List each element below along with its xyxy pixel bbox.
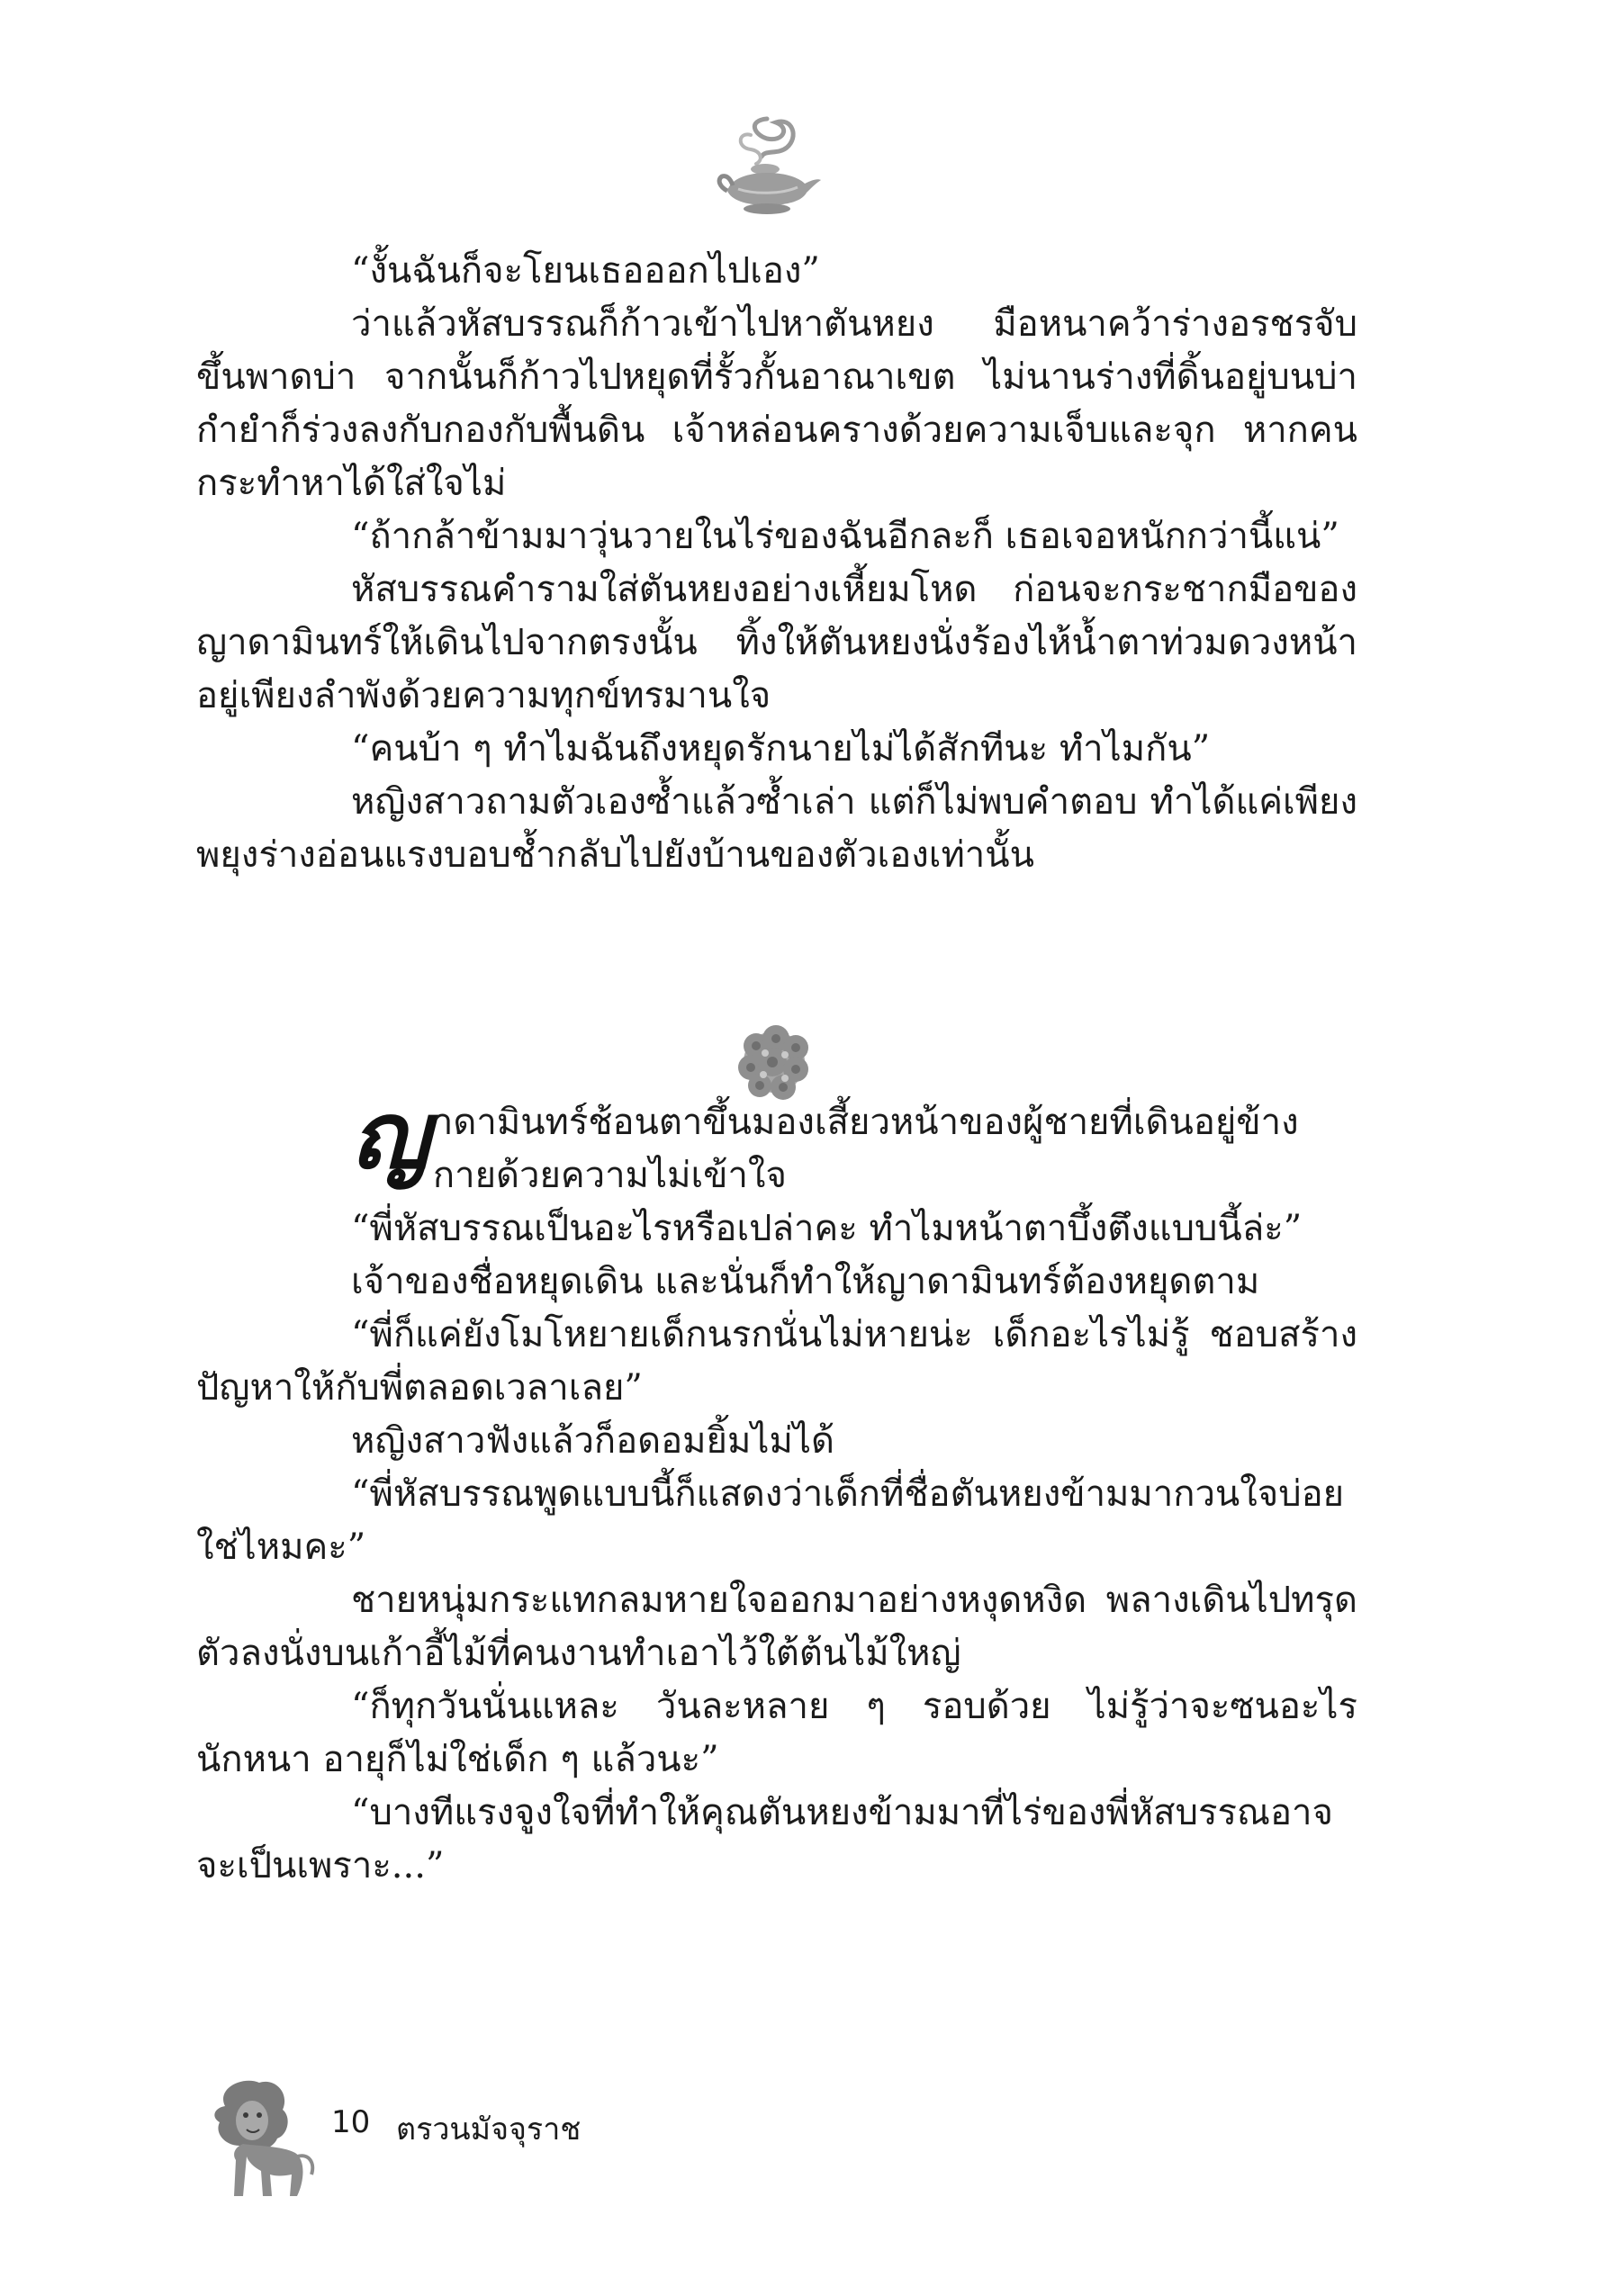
page-number: 10 xyxy=(331,2104,371,2140)
book-title: ตรวนมัจจุราช xyxy=(396,2111,582,2147)
paragraph: หญิงสาวถามตัวเองซ้ำแล้วซ้ำเล่า แต่ก็ไม่พบคำตอบ ทำได้แค่เพียงพยุงร่างอ่อนแรงบอบช้ำกลับไปยังบ้านของตัวเองเท่านั้น xyxy=(196,781,1357,876)
paragraph: “พี่ก็แค่ยังโมโหยายเด็กนรกนั่นไม่หายน่ะ เด็กอะไรไม่รู้ ชอบสร้างปัญหาให้กับพี่ตลอดเวลาเลย” xyxy=(196,1314,1357,1409)
paragraph: “คนบ้า ๆ ทำไมฉันถึงหยุดรักนายไม่ได้สักทีนะ ทำไมกัน” xyxy=(351,728,1211,770)
drop-cap: ญ xyxy=(351,1082,429,1190)
paragraph: “พี่หัสบรรณพูดแบบนี้ก็แสดงว่าเด็กที่ชื่อตันหยงข้ามมากวนใจบ่อยใช่ไหมคะ” xyxy=(196,1473,1345,1568)
paragraph: เจ้าของชื่อหยุดเดิน และนั่นก็ทำให้ญาดามินทร์ต้องหยุดตาม xyxy=(351,1261,1260,1302)
paragraph: หัสบรรณคำรามใส่ตันหยงอย่างเหี้ยมโหด ก่อนจะกระชากมือของญาดามินทร์ให้เดินไปจากตรงนั้น ทิ้งให้ตันหยงนั่งร้องไห้น้ำตาท่วมดวงหน้าอยู่เพียงลำพังด้วยความทุกข์ทรมานใจ xyxy=(196,569,1357,716)
paragraph: “ถ้ากล้าข้ามมาวุ่นวายในไร่ของฉันอีกละก็ เธอเจอหนักกว่านี้แน่” xyxy=(351,516,1339,557)
page-footer xyxy=(189,2070,729,2205)
paragraph: “บางทีแรงจูงใจที่ทำให้คุณตันหยงข้ามมาที่ไร่ของพี่หัสบรรณอาจจะเป็นเพราะ...” xyxy=(196,1792,1333,1886)
first-paragraph-text: าดามินทร์ช้อนตาขึ้นมองเสี้ยวหน้าของผู้ชายที่เดินอยู่ข้างกายด้วยความไม่เข้าใจ xyxy=(432,1102,1299,1196)
paragraph: “ก็ทุกวันนั่นแหละ วันละหลาย ๆ รอบด้วย ไม่รู้ว่าจะซนอะไรนักหนา อายุก็ไม่ใช่เด็ก ๆ แล้วนะ” xyxy=(196,1686,1357,1780)
paragraph: ว่าแล้วหัสบรรณก็ก้าวเข้าไปหาตันหยง มือหนาคว้าร่างอรชรจับขึ้นพาดบ่า จากนั้นก็ก้าวไปหยุดที่รั้วกั้นอาณาเขต ไม่นานร่างที่ดิ้นอยู่บนบ่ากำยำก็ร่วงลงกับกองกับพื้นดิน เจ้าหล่อนครางด้วยความเจ็บและจุก หากคนกระทำหาได้ใส่ใจไม่ xyxy=(196,303,1357,504)
paragraph: ชายหนุ่มกระแทกลมหายใจออกมาอย่างหงุดหงิด พลางเดินไปทรุดตัวลงนั่งบนเก้าอี้ไม้ที่คนงานทำเอาไว้ใต้ต้นไม้ใหญ่ xyxy=(196,1580,1357,1674)
paragraph: หญิงสาวฟังแล้วก็อดอมยิ้มไม่ได้ xyxy=(351,1420,834,1462)
paragraph: “งั้นฉันก็จะโยนเธอออกไปเอง” xyxy=(351,250,820,292)
first-paragraph xyxy=(196,1082,1357,1202)
genie-lamp-icon xyxy=(711,108,824,221)
section-2-text xyxy=(196,1082,1357,1893)
lion-icon xyxy=(189,2070,324,2205)
section-1-text xyxy=(196,245,1357,882)
paragraph: “พี่หัสบรรณเป็นอะไรหรือเปล่าคะ ทำไมหน้าตาบึ้งตึงแบบนี้ล่ะ” xyxy=(351,1208,1303,1249)
